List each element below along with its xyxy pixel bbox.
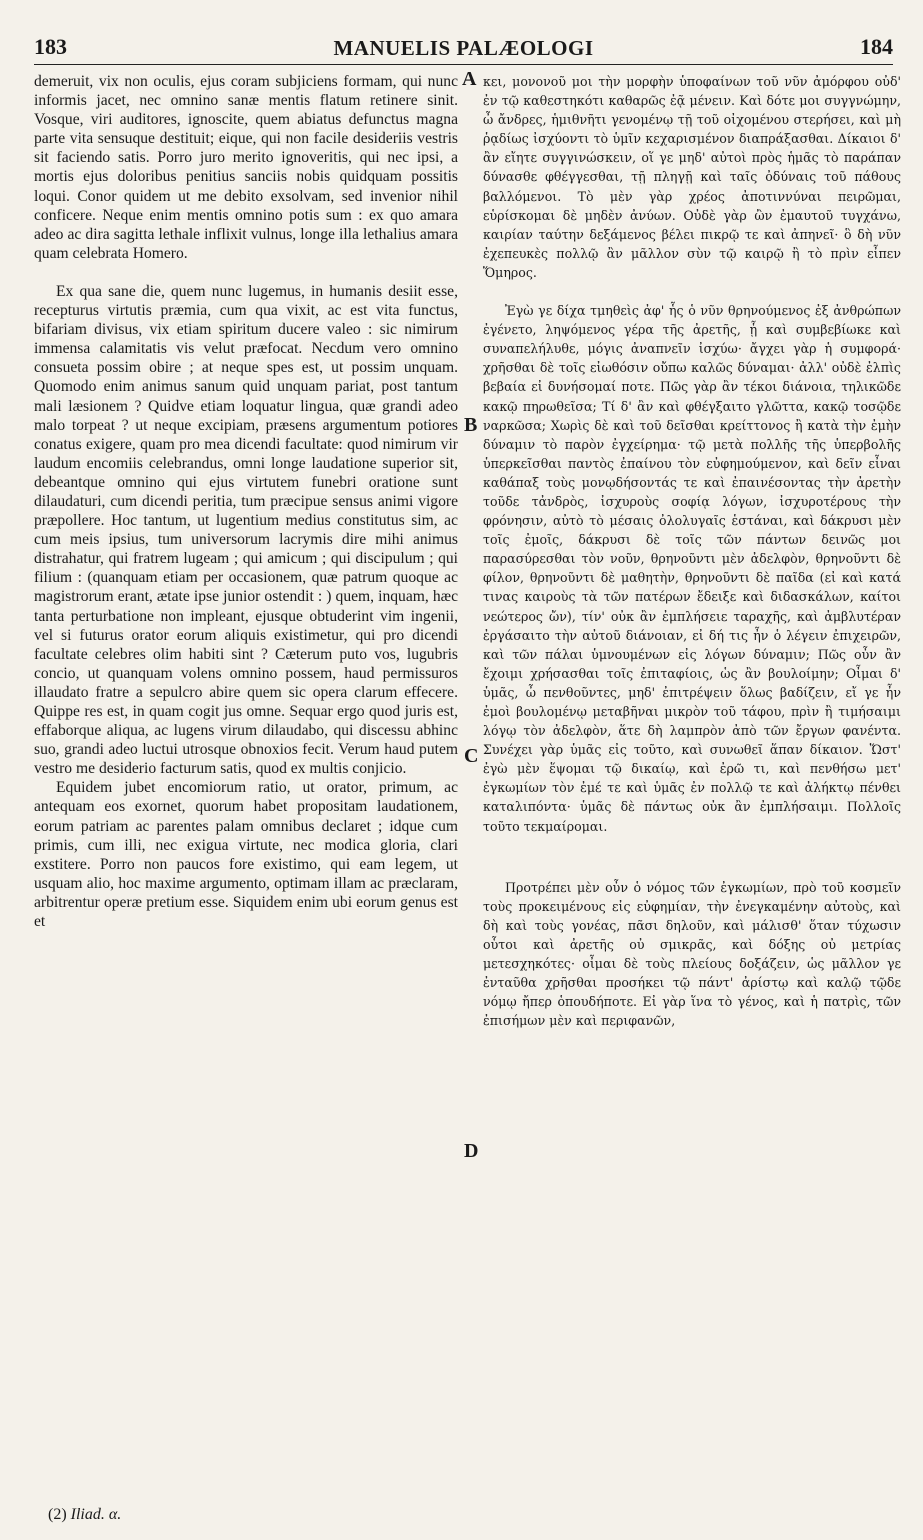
margin-mark-c: C	[464, 745, 479, 767]
greek-paragraph-3: Προτρέπει μὲν οὖν ὁ νόμος τῶν ἐγκωμίων, πρὸ τοῦ κοσμεῖν τοὺς προκειμένους εἰς εὐφημίαν, τὴν ἐνεγκαμένην αὐτοὺς, καὶ δὴ καὶ τοὺς γονέας, πᾶσι δηλοῦν, καὶ μάλισθ' ὅταν τύχωσιν οὗτοι καὶ ἀρετῆς οὐ σμικρᾶς, καὶ δόξης οὐ μετρίας μετεσχηκότες· οἶμαι δὲ τοὺς πλείους δοξάζειν, ὡς μᾶλλον γε ἐνταῦθα χρῆσθαι προσήκει τῷ πάντ' ἀρίστῳ καὶ καλῷ τῷδε νόμῳ ἤπερ ὁπουδήποτε. Εἰ γὰρ ἵνα τὸ γένος, καὶ ἡ πατρὶς, τῶν ἐπισήμων μὲν καὶ περιφανῶν,	[483, 879, 901, 1029]
margin-mark-d: D	[464, 1140, 479, 1162]
footnote-number: (2)	[48, 1506, 67, 1523]
latin-column	[34, 72, 458, 931]
footnote	[48, 1506, 121, 1524]
margin-mark-b: B	[464, 414, 478, 436]
latin-paragraph-2: Ex qua sane die, quem nunc lugemus, in humanis desiit esse, recepturus virtutis præmia, cum qua vixit, ac est vita functus, bifariam divisus, vix etiam spiritum ducere valeo : sic nimirum immensa calamitatis vis velut præfocat. Necdum vero omnino consueta possim obire ; at neque spes est, ut possim unquam. Quomodo enim animus sanum quid unquam pariat, post tantum mali læsionem ? Quidve etiam loquatur lingua, quæ grandi adeo malo torpeat ? ut neque excipiam, præsens argumentum potiores conatus exigere, quam pro mea dicendi facultate: quod nimirum vir laudum encomiis celebrandus, omni longe laudatione superior sit, debeantque omnino qui ejus virtutem funebri oratione sunt dilaudaturi, cum dicendi peritia, tum præcipue sensus animi vigore præpollere. Hoc tantum, ut lugentium medius constitutus sim, ac cum meis ipsius, tum universorum lacrymis dire mihi animus distrahatur, qui fratrem lugeam ; qui amicum ; qui discipulum ; qui filium : (quanquam etiam per occasionem, quæ patrum quoque ac magistrorum erant, ætate ipse junior ostendit : ) quem, inquam, hæc tanta perturbatione non impleant, ejusque obtuderint vim ingenii, vel si futurus orator eorum aliquis existimetur, qui pro dicendi facultate celebres olim habiti sint ? Cæterum puto vos, lugubris concio, ut quanquam volens omnino possem, haud permissuros illaudato fratre a sepulcro abire quem sic opera clarum effecere. Quippe res est, in quam cogit jus omne. Sequar ergo quod juris est, effaborque aliqua, ac lugens virum dilaudabo, qui discessu abhinc suo, grandi adeo luctui utrosque obnoxios fecit. Verum haud putem vestro me desiderio facturum satis, quod ex multis conjicio.	[34, 282, 458, 778]
latin-paragraph-1: demeruit, vix non oculis, ejus coram subjiciens formam, qui nunc informis jacet, nec omnino sanæ mentis flatum retinere sinit. Vosque, viri auditores, ignoscite, quem abiatus defunctus magna parte vita sensuque destituit; eique, qui non facile desideriis vestris sit faciendo satis. Porro juro merito ignoveritis, qui nec ipsi, a mortis ejus doloribus penitius sanciis nobis quidquam possitis loqui. Conor quidem ut me debito exsolvam, sed invenior nihil conficere. Neque enim mentis omnino potis sum : ex quo amara adeo ac dira sagitta lethale inflixit vulnus, longe illa lethalius amara quam celebrata Homero.	[34, 73, 458, 262]
page-number-left: 183	[34, 34, 67, 59]
margin-mark-a: A	[462, 68, 477, 90]
running-header	[34, 34, 893, 65]
footnote-text: Iliad. α.	[70, 1506, 122, 1523]
greek-paragraph-1: κει, μονονοῦ μοι τὴν μορφὴν ὑποφαίνων τοῦ νῦν ἀμόρφου οὐδ' ἐν τῷ καθεστηκότι καθαρῶς ἐᾷ μένειν. Καὶ δότε μοι συγγνώμην, ὦ ἄνδρες, ἡμιθνῆτι γενομένῳ τῇ τοῦ οἰχομένου στερήσει, καὶ μὴ ῥᾳδίως ἰσχύοντι τὸ ὑμῖν κεχαρισμένον διαπράξασθαι. Δίκαιοι δ' ἂν εἴητε συγγινώσκειν, οἵ γε μηδ' αὐτοὶ πρὸς ἡμᾶς τὸ παράπαν δύνασθε φθέγγεσθαι, τῇ πληγῇ καὶ ταῖς ὀδύναις τοῦ πάθους βαλλόμενοι. Τὸ μὲν γὰρ χρέος ἀποτιννύναι πειρῶμαι, εὑρίσκομαι δὲ μηδὲν ἀνύων. Οὐδὲ γὰρ ὢν ἐμαυτοῦ τυγχάνω, καιρίαν ταύτην δεξάμενος βέλει πικρῷ τε καὶ ἀπηνεῖ· ὃ δὴ νῦν ἐχεπευκὲς πολλῷ ἂν μᾶλλον σὺν τῷ καιρῷ ἢ τὸ πρὶν εἶπεν Ὅμηρος.	[483, 74, 901, 280]
latin-paragraph-3: Equidem jubet encomiorum ratio, ut orator, primum, ac antequam eos exornet, quorum habet propositam laudationem, eorum patriam ac parentes palam omnibus declaret ; idque cum primis, cum illi, nec exigua virtute, nec modica gloria, clari exstitere. Porro non paucos fore existimo, qui eam legem, ut usquam alio, hoc maxime argumento, optimam illam ac præclaram, arbitrentur operæ pretium esse. Siquidem enim ubi eorum genus est et	[34, 779, 458, 931]
running-title: MANUELIS PALÆOLOGI	[333, 36, 594, 60]
greek-column	[483, 72, 901, 1030]
greek-paragraph-2: Ἐγὼ γε δίχα τμηθεὶς ἀφ' ἧς ὁ νῦν θρηνούμενος ἐξ ἀνθρώπων ἐγένετο, ληψόμενος γέρα τῆς ἀρετῆς, ᾗ καὶ συμβεβίωκε καὶ συναπελήλυθε, μόγις ἀναπνεῖν ἰσχύω· ἄγχει γὰρ ἡ συμφορά· χρῆσθαι δὲ τοῖς εἰωθόσιν οὔπω καλῶς δύναμαι· ἀλλ' οὐδὲ ἐλπὶς βεβαία εἰ δυνήσομαί ποτε. Πῶς γὰρ ἂν τέκοι διάνοια, τηλικῶδε κακῷ πηρωθεῖσα; Τί δ' ἂν καὶ φθέγξαιτο γλῶττα, κακῷ τοσῷδε ναρκῶσα; Χωρὶς δὲ καὶ τοῦ δεῖσθαι κρείττονος ἢ κατὰ τὴν ἐμὴν δύναμιν τὸ παρὸν ἐγχείρημα· τῷ μετὰ πολλῆς τῆς ὑπερβολῆς ὑπερκεῖσθαι παντὸς ἐπαίνου τὸν εὐφημούμενον, καὶ δεῖν εἶναι καθάπαξ τοὺς μονῳδήσοντάς τε καὶ ἐπαινέσοντας τὴν ἀρετὴν τοῦδε τἀνδρὸς, ἰσχυροὺς σοφίᾳ λόγων, ἰσχυροτέρους τὴν φρόνησιν, αὐτὸ τὸ μέσαις ὀλολυγαῖς ἑστάναι, καὶ δάκρυσι μὲν τοῖς ἐμοῖς, δάκρυσι δὲ τοῖς τῶν πάντων δεινῶς μοι παρασύρεσθαι τὸν νοῦν, θρηνοῦντι μὲν ἀδελφὸν, θρηνοῦντι δὲ φίλον, θρηνοῦντι δὲ μαθητὴν, θρηνοῦντι δὲ παῖδα (εἰ καὶ κατά τινας καιροὺς τὰ τῶν πατέρων ἔδειξε καὶ διδασκάλων, καίτοι νεώτερος ὤν), τίν' οὐκ ἂν ἐμπλήσειε ταραχῆς, καὶ ἀμβλυτέραν ἐργάσαιτο τὴν αὐτοῦ διάνοιαν, εἰ δή τις ἦν ὁ λέγειν ἐπιχειρῶν, καὶ τῶν πάλαι ὑμνουμένων εἰς λόγων δύναμιν; Πῶς οὖν ἂν ἔχοιμι χρήσασθαι τοῖς ἐπιταφίοις, ὡς ἂν βουλοίμην; Οἶμαι δ' ὑμᾶς, ὦ πενθοῦντες, μηδ' ἐπιτρέψειν ὅλως βαδίζειν, εἴ γε ἦν ἐμοὶ βουλομένῳ μεταβῆναι μικρὸν τοῦ τάφου, πρὶν ἢ τιμήσαιμι λόγῳ τὸν ἀδελφὸν, ἅτε δὴ λαμπρὸν ἀπὸ τῶν ἔργων φανέντα. Συνέχει γὰρ ὑμᾶς εἰς τοῦτο, καὶ συνωθεῖ ἅπαν δίκαιον. Ὥστ' ἐγὼ μὲν ἕψομαι τῷ δικαίῳ, καὶ ἐρῶ τι, καὶ πενθήσω μετ' ἐγκωμίων τὸν ἐμέ τε καὶ ὑμᾶς ἐν πολλῷ τε καὶ ἀλήκτῳ πένθει καταλιπόντα· ὑμᾶς δὲ πάντως οὐκ ἂν ἐμπλήσαιμι. Πολλοῖς τοῦτο τεκμαίρομαι.	[483, 303, 901, 834]
page-number-right: 184	[860, 34, 893, 59]
